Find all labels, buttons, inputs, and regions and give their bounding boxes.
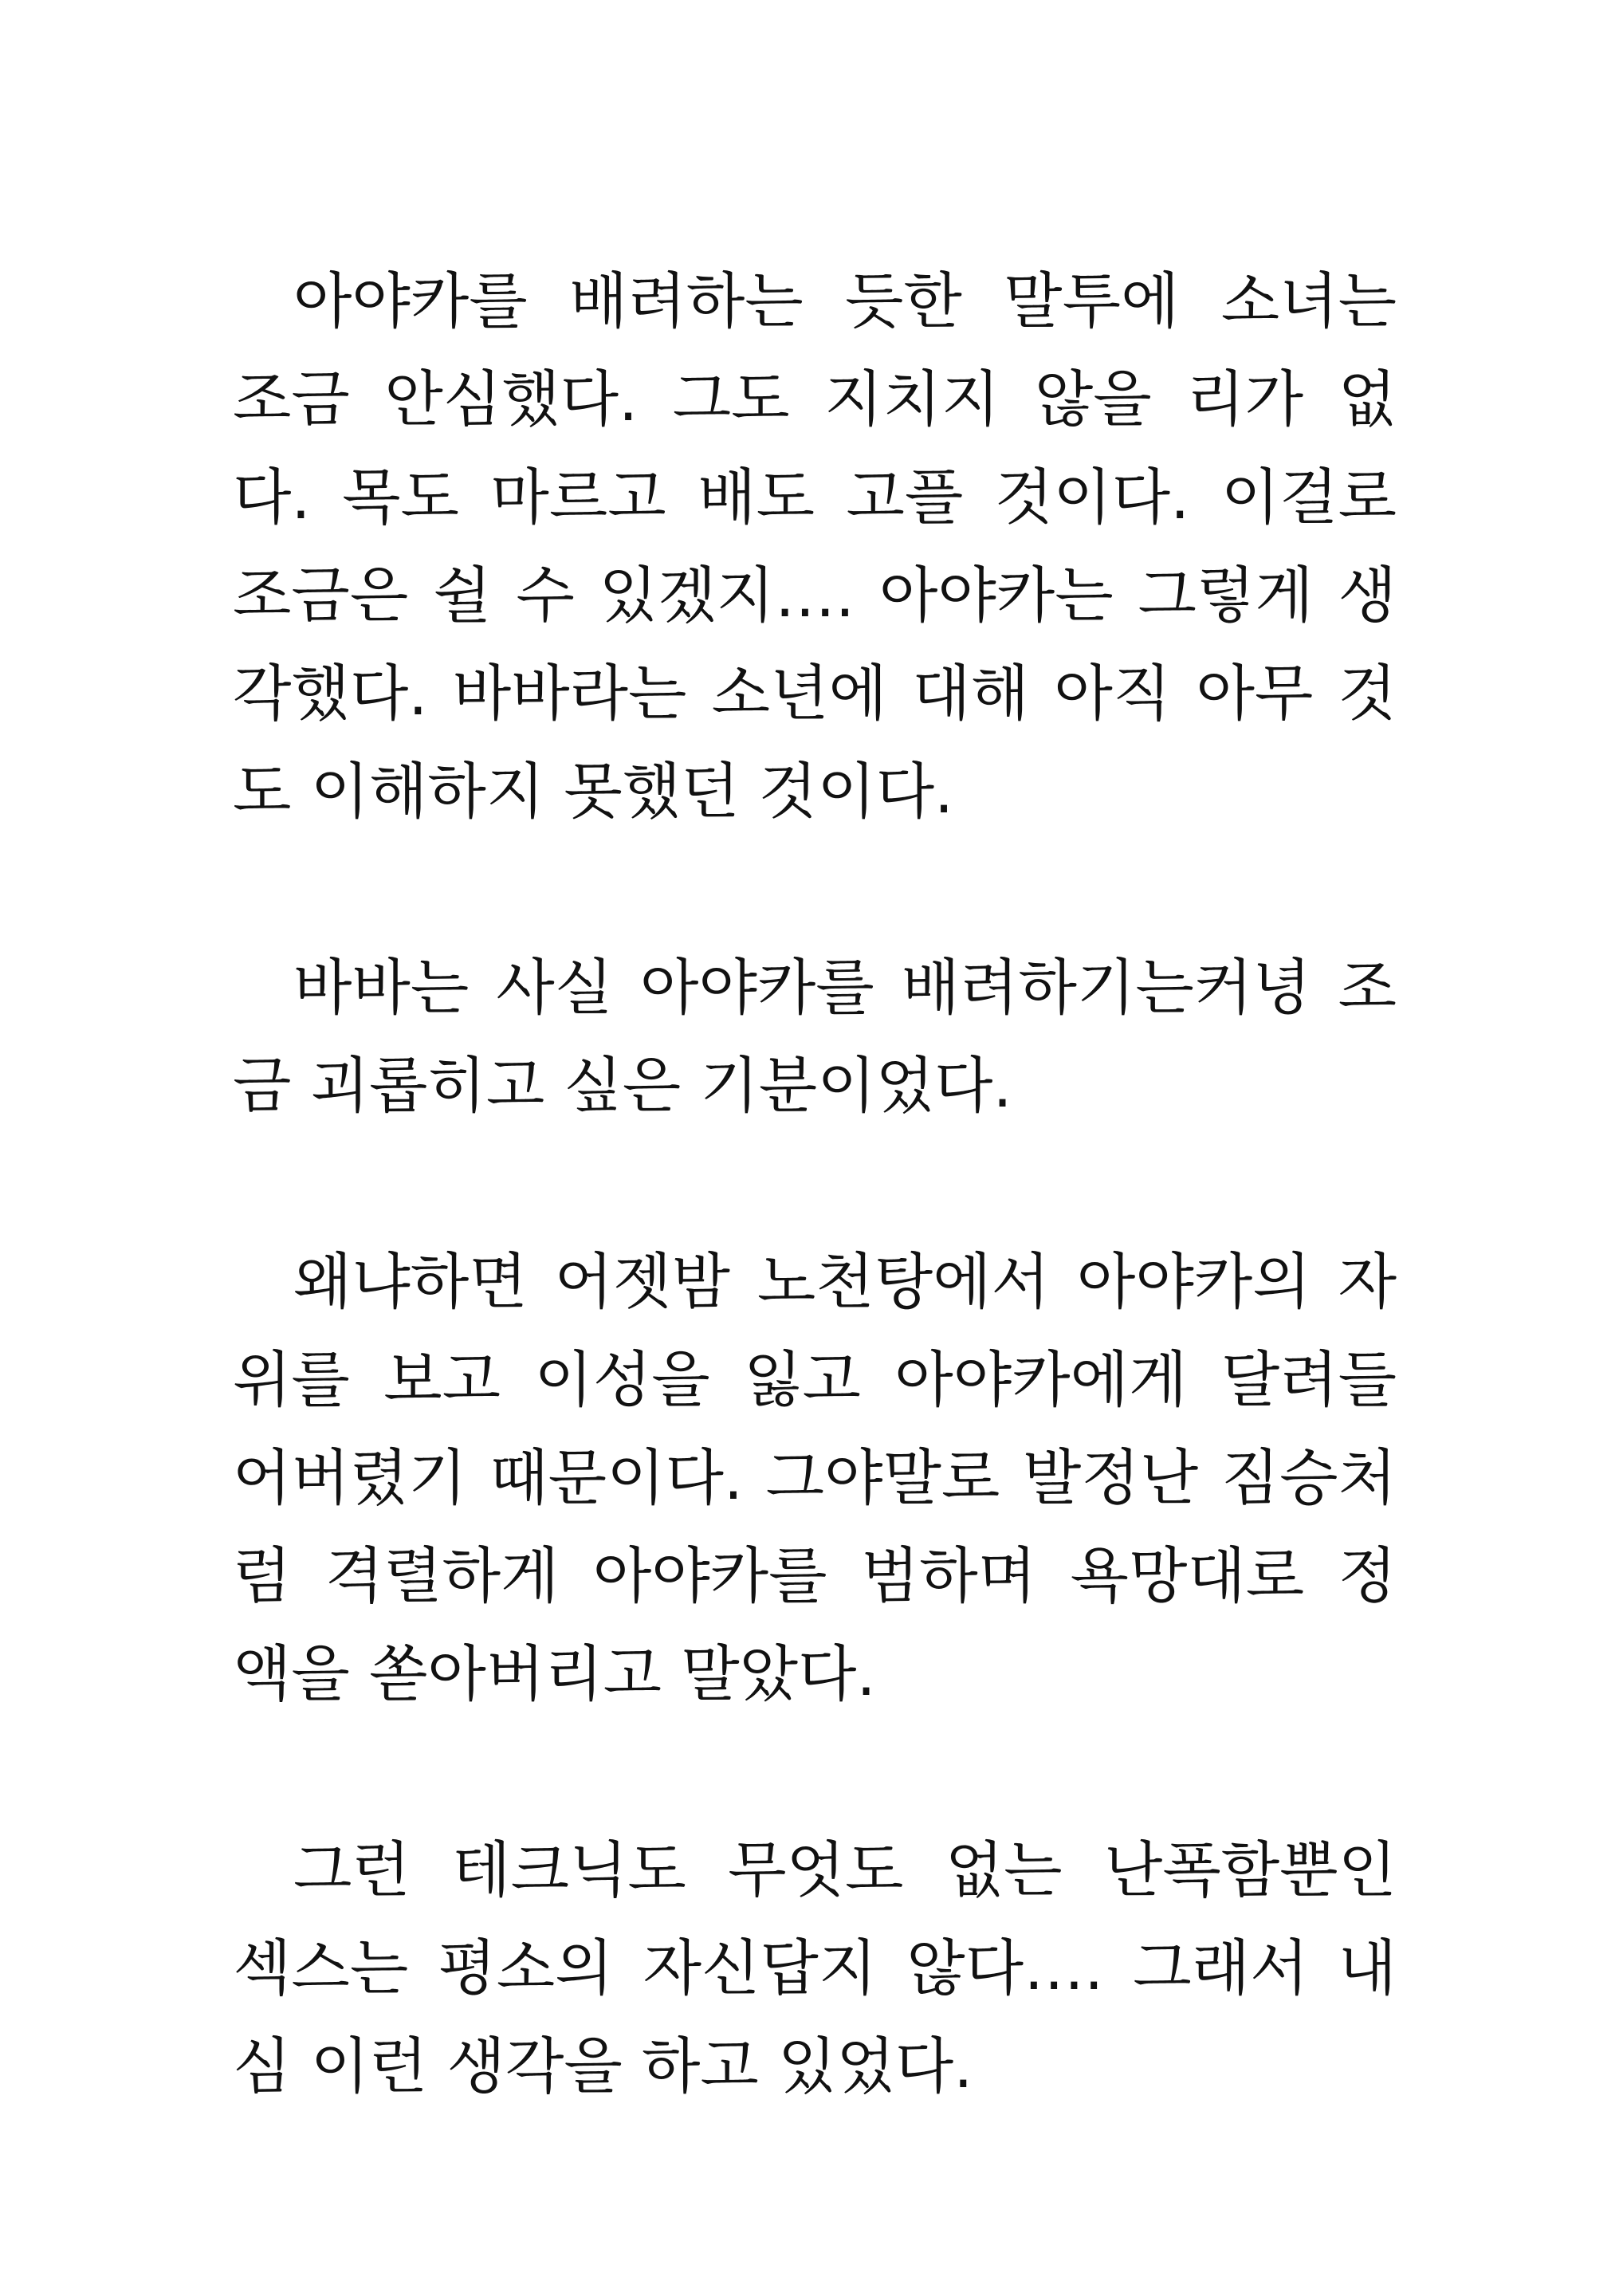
text-line: 각했다. 바바라는 소년에 대해 아직 아무 것 [233,658,1397,729]
text-line: 아야카를 배려하는 듯한 말투에 소녀는 [293,265,1397,336]
text-line: 조금 안심했다. 그도 지치지 않을 리가 없 [233,364,1397,434]
text-line: 럼 격렬하게 아야카를 범하며 욕망대로 정 [233,1540,1397,1611]
paragraph-1 [233,252,1397,840]
text-line: 다. 목도 마르고 배도 고플 것이다. 이걸로 [233,462,1397,533]
text-line: 그런 테크닉도 무엇도 없는 난폭함뿐인 [293,1834,1397,1905]
text-line: 바바는 사실 아야카를 배려하기는커녕 조 [293,952,1397,1023]
paragraph-3 [233,1233,1397,1723]
paragraph-2 [233,938,1397,1134]
text-line: 섹스는 평소의 자신답지 않다…. 그래서 내 [233,1932,1397,2003]
text-line: 조금은 쉴 수 있겠지…. 아야카는 그렇게 생 [233,560,1397,631]
text-line: 위를 보고 이성을 잃고 아야카에게 달려들 [233,1344,1397,1415]
text-line: 왜냐하면 어젯밤 노천탕에서 아야카의 자 [293,1246,1397,1317]
body-text [233,252,1397,2213]
text-line: 도 이해하지 못했던 것이다. [233,756,954,827]
text-line: 액을 쏟아버리고 말았다. [233,1638,876,1709]
text-line: 금 괴롭히고 싶은 기분이었다. [233,1050,1012,1121]
text-line: 어버렸기 때문이다. 그야말로 발정난 짐승처 [233,1442,1397,1513]
paragraph-4 [233,1821,1397,2115]
text-line: 심 이런 생각을 하고 있었다. [233,2031,973,2101]
